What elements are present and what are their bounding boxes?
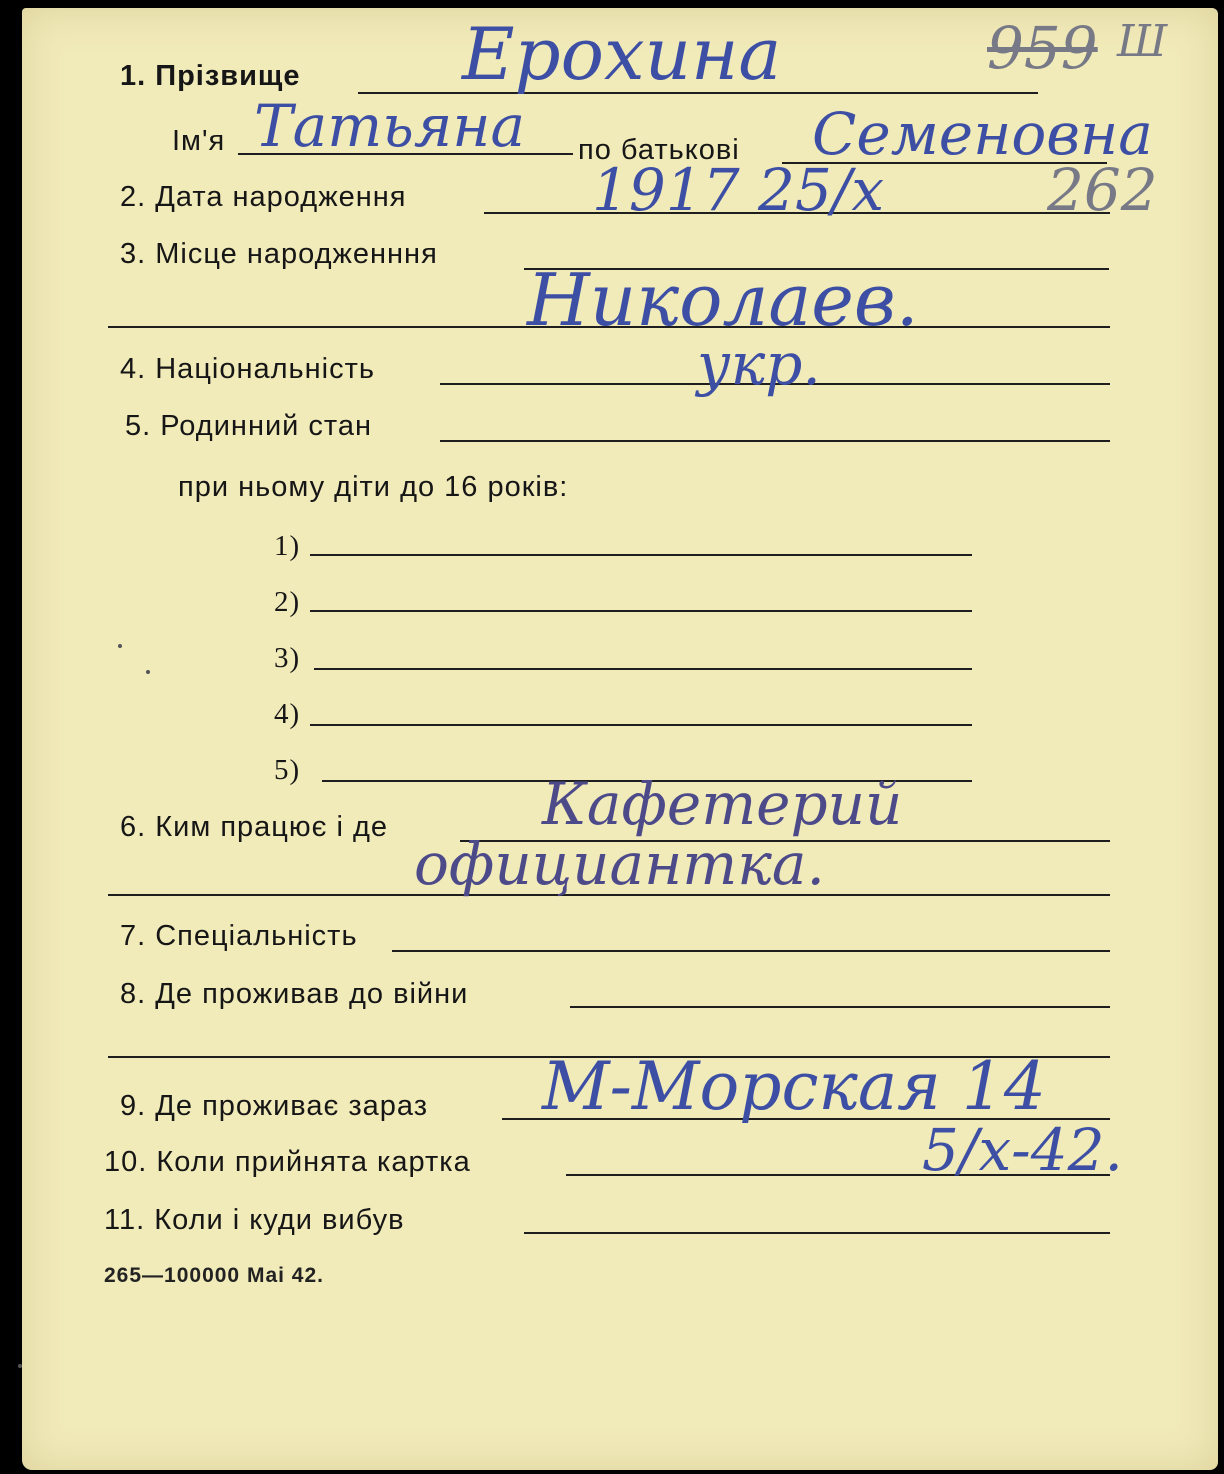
first-name-handwriting: Татьяна	[254, 92, 526, 160]
birth-place-label: 3. Місце народженння	[120, 238, 438, 270]
paper-speck	[18, 1364, 22, 1368]
prewar-residence-label: 8. Де проживав до війни	[120, 978, 469, 1010]
paper-speck	[146, 670, 150, 674]
child-3-label: 3)	[274, 642, 301, 674]
workplace-handwriting: Кафетерий	[542, 770, 903, 838]
speciality-line	[392, 950, 1110, 952]
birth-date-label: 2. Дата народження	[120, 181, 407, 213]
nationality-handwriting: укр.	[697, 330, 821, 398]
child-1-line	[310, 554, 972, 556]
departed-label: 11. Коли і куди вибув	[104, 1204, 405, 1236]
occupation-handwriting: официантка.	[414, 830, 825, 898]
workplace-label: 6. Ким працює і де	[120, 811, 389, 843]
card-accepted-label: 10. Коли прийнята картка	[104, 1146, 471, 1178]
child-4-label: 4)	[274, 698, 301, 730]
children-label: при ньому діти до 16 років:	[178, 471, 569, 503]
child-4-line	[310, 724, 972, 726]
child-2-label: 2)	[274, 586, 301, 618]
surname-handwriting: Ерохина	[462, 12, 782, 96]
child-1-label: 1)	[274, 530, 301, 562]
marital-status-label: 5. Родинний стан	[125, 410, 373, 442]
child-5-label: 5)	[274, 754, 301, 786]
first-name-label: Ім'я	[172, 125, 226, 157]
current-residence-label: 9. Де проживає зараз	[120, 1090, 429, 1122]
child-3-line	[314, 668, 972, 670]
birth-date-handwriting: 1917 25/х	[592, 156, 885, 224]
prewar-residence-line	[570, 1006, 1110, 1008]
patronymic-label: по батькові	[578, 134, 740, 166]
current-residence-handwriting: М-Морская 14	[542, 1048, 1046, 1125]
paper-speck	[118, 644, 122, 648]
birth-place-handwriting: Николаев.	[527, 258, 919, 342]
record-number-struck: 959	[987, 14, 1098, 82]
record-number: 262	[1047, 156, 1158, 224]
print-imprint: 265—100000 Mai 42.	[104, 1264, 324, 1287]
marital-status-line	[440, 440, 1110, 442]
card-accepted-handwriting: 5/х-42.	[922, 1116, 1123, 1184]
registration-card	[22, 8, 1218, 1470]
child-2-line	[310, 610, 972, 612]
nationality-label: 4. Національність	[120, 353, 376, 385]
record-number-mark: Ш	[1117, 16, 1168, 67]
surname-label: 1. Прізвище	[120, 60, 301, 92]
departed-line	[524, 1232, 1110, 1234]
speciality-label: 7. Спеціальність	[120, 920, 358, 952]
patronymic-handwriting: Семеновна	[812, 100, 1153, 168]
